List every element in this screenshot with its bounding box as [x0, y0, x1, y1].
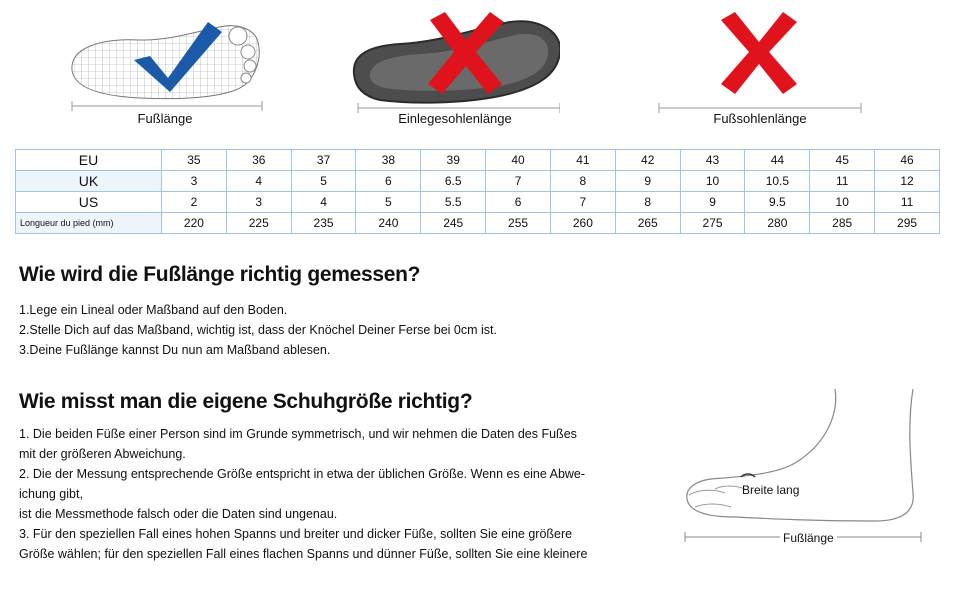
- table-cell: 260: [550, 213, 615, 234]
- table-cell: 3: [162, 171, 227, 192]
- section2-steps: [19, 424, 587, 564]
- cross-icon: [350, 8, 560, 128]
- row-header: US: [16, 192, 162, 213]
- table-cell: 2: [162, 192, 227, 213]
- step-line: 3. Für den speziellen Fall eines hohen Spanns und breiter und dicker Füße, sollten Sie eine größere: [19, 527, 573, 541]
- step-line: 2. Die der Messung entsprechende Größe entspricht in etwa der üblichen Größe. Wenn es eine Abwe-: [19, 467, 586, 481]
- table-cell: 6.5: [421, 171, 486, 192]
- step-line: 1. Die beiden Füße einer Person sind im Grunde symmetrisch, und wir nehmen die Daten des Fußes: [19, 427, 577, 441]
- table-cell: 10: [810, 192, 875, 213]
- table-cell: 40: [486, 150, 551, 171]
- table-cell: 36: [226, 150, 291, 171]
- table-cell: 12: [875, 171, 940, 192]
- section1-title: Wie wird die Fußlänge richtig gemessen?: [19, 263, 421, 286]
- step-line: 3.Deine Fußlänge kannst Du nun am Maßband ablesen.: [19, 343, 331, 357]
- cross-icon: [655, 8, 865, 128]
- table-row: [16, 150, 940, 171]
- table-cell: 10: [680, 171, 745, 192]
- step-line: mit der größeren Abweichung.: [19, 447, 186, 461]
- table-cell: 42: [615, 150, 680, 171]
- table-cell: 8: [615, 192, 680, 213]
- table-cell: 11: [875, 192, 940, 213]
- figure-length-label: Fußlänge: [780, 531, 837, 545]
- panel-caption: Fußlänge: [137, 111, 193, 126]
- table-cell: 5: [356, 192, 421, 213]
- table-cell: 245: [421, 213, 486, 234]
- table-cell: 265: [615, 213, 680, 234]
- step-line: Größe wählen; für den speziellen Fall eines flachen Spanns und dünner Füße, sollten Sie eine kleinere: [19, 547, 588, 561]
- table-cell: 295: [875, 213, 940, 234]
- row-header: UK: [16, 171, 162, 192]
- table-cell: 6: [356, 171, 421, 192]
- table-row: [16, 192, 940, 213]
- table-cell: 285: [810, 213, 875, 234]
- panel-foot-length: [60, 8, 270, 128]
- table-cell: 280: [745, 213, 810, 234]
- table-cell: 235: [291, 213, 356, 234]
- table-cell: 5.5: [421, 192, 486, 213]
- table-cell: 225: [226, 213, 291, 234]
- table-cell: 5: [291, 171, 356, 192]
- table-cell: 10.5: [745, 171, 810, 192]
- table-cell: 6: [486, 192, 551, 213]
- table-cell: 9: [680, 192, 745, 213]
- table-cell: 7: [550, 192, 615, 213]
- panel-sole-length: [655, 8, 865, 128]
- size-conversion-table: [15, 149, 940, 234]
- row-header: Longueur du pied (mm): [16, 213, 162, 234]
- table-cell: 41: [550, 150, 615, 171]
- table-row: [16, 171, 940, 192]
- table-cell: 11: [810, 171, 875, 192]
- table-cell: 43: [680, 150, 745, 171]
- checkmark-icon: [60, 8, 270, 128]
- panel-insole-length: [350, 8, 560, 128]
- table-cell: 9: [615, 171, 680, 192]
- table-cell: 240: [356, 213, 421, 234]
- table-cell: 35: [162, 150, 227, 171]
- panel-caption: Fußsohlenlänge: [713, 111, 807, 126]
- step-line: ist die Messmethode falsch oder die Daten sind ungenau.: [19, 507, 338, 521]
- step-line: ichung gibt,: [19, 487, 83, 501]
- step-line: 2.Stelle Dich auf das Maßband, wichtig ist, dass der Knöchel Deiner Ferse bei 0cm ist.: [19, 323, 497, 337]
- row-header: EU: [16, 150, 162, 171]
- table-cell: 4: [226, 171, 291, 192]
- section2-title: Wie misst man die eigene Schuhgröße richtig?: [19, 390, 473, 413]
- table-cell: 37: [291, 150, 356, 171]
- table-cell: 7: [486, 171, 551, 192]
- table-cell: 3: [226, 192, 291, 213]
- panel-caption: Einlegesohlenlänge: [398, 111, 512, 126]
- section1-steps: [19, 300, 497, 360]
- table-cell: 44: [745, 150, 810, 171]
- table-cell: 38: [356, 150, 421, 171]
- table-cell: 220: [162, 213, 227, 234]
- figure-width-label: Breite lang: [742, 483, 800, 497]
- table-cell: 255: [486, 213, 551, 234]
- step-line: 1.Lege ein Lineal oder Maßband auf den Boden.: [19, 303, 288, 317]
- table-cell: 45: [810, 150, 875, 171]
- table-cell: 8: [550, 171, 615, 192]
- table-cell: 39: [421, 150, 486, 171]
- table-cell: 275: [680, 213, 745, 234]
- table-row: [16, 213, 940, 234]
- table-cell: 4: [291, 192, 356, 213]
- table-cell: 46: [875, 150, 940, 171]
- table-cell: 9.5: [745, 192, 810, 213]
